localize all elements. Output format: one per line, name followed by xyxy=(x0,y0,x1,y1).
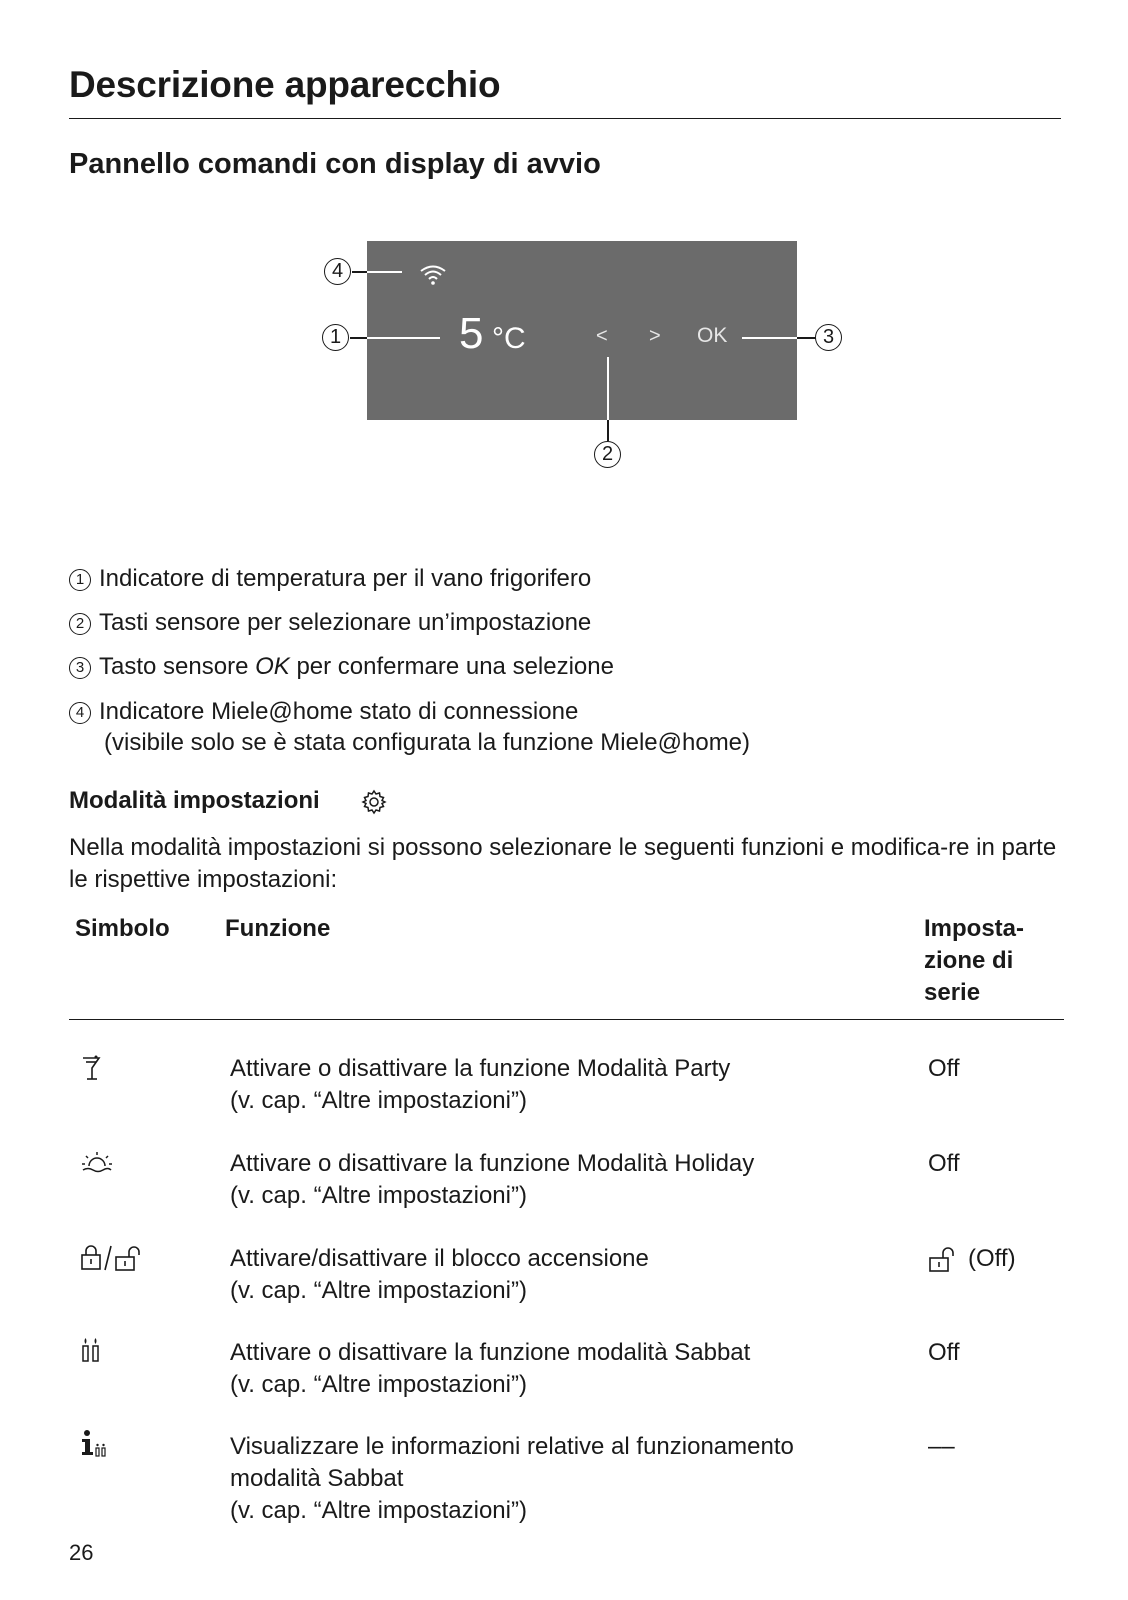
callout-4: 4 xyxy=(324,258,351,285)
party-glass-icon xyxy=(80,1055,102,1083)
unlocked-icon xyxy=(928,1246,962,1274)
callout-2: 2 xyxy=(594,441,621,468)
key-ok-button[interactable]: OK xyxy=(697,324,728,347)
legend-text: Tasto sensore xyxy=(99,653,256,680)
legend-item xyxy=(69,607,591,638)
legend-item xyxy=(69,651,614,682)
callout-3-leader-outside xyxy=(797,337,816,339)
table-divider xyxy=(69,1019,1064,1020)
callout-1-leader-outside xyxy=(350,337,367,339)
function-reference: (v. cap. “Altre impostazioni”) xyxy=(230,1371,527,1398)
function-text: Attivare o disattivare la funzione Modalità Party xyxy=(230,1055,731,1082)
temperature-unit: °C xyxy=(492,322,526,355)
column-header-function: Funzione xyxy=(225,915,331,942)
legend-number: 1 xyxy=(69,569,91,591)
legend-number: 2 xyxy=(69,613,91,635)
callout-4-leader-outside xyxy=(352,271,367,273)
gear-icon xyxy=(361,789,387,815)
function-text: Attivare o disattivare la funzione Modalità Holiday xyxy=(230,1150,755,1177)
legend-item xyxy=(69,563,591,594)
title-divider xyxy=(69,118,1061,119)
callout-2-leader xyxy=(607,357,609,420)
legend-number: 4 xyxy=(69,702,91,724)
temperature-value: 5 xyxy=(459,309,484,358)
function-reference: (v. cap. “Altre impostazioni”) xyxy=(230,1087,527,1114)
settings-mode-heading: Modalità impostazioni xyxy=(69,787,320,814)
key-left-button[interactable]: < xyxy=(596,325,608,347)
sabbath-info-icon xyxy=(80,1429,110,1459)
table-row-function xyxy=(230,1337,880,1401)
page-number: 26 xyxy=(69,1540,94,1565)
column-header-default: Imposta-zione di serie xyxy=(924,915,1025,1006)
table-row-default: Off xyxy=(928,1150,960,1177)
legend-text: Indicatore di temperatura per il vano frigorifero xyxy=(99,565,592,592)
function-text: Attivare/disattivare il blocco accensione xyxy=(230,1245,649,1272)
function-text-continued: modalità Sabbat xyxy=(230,1465,404,1492)
table-row-default: (Off) xyxy=(968,1245,1016,1272)
table-row-function xyxy=(230,1243,880,1307)
table-row-function xyxy=(230,1148,880,1212)
sabbath-candles-icon xyxy=(80,1336,102,1364)
legend-number: 3 xyxy=(69,657,91,679)
legend-item xyxy=(69,696,578,727)
settings-intro: Nella modalità impostazioni si possono selezionare le seguenti funzioni e modifica-re in parte le rispettive impostazioni: xyxy=(69,834,1057,893)
legend-subtext: (visibile solo se è stata configurata la funzione Miele@home) xyxy=(104,729,751,756)
section-title: Pannello comandi con display di avvio xyxy=(69,148,601,180)
legend-text: per confermare una selezione xyxy=(289,653,614,680)
function-reference: (v. cap. “Altre impostazioni”) xyxy=(230,1182,527,1209)
table-row-function xyxy=(230,1053,880,1117)
lock-unlock-icon xyxy=(80,1244,152,1272)
column-header-symbol: Simbolo xyxy=(75,915,170,942)
table-row-default: Off xyxy=(928,1339,960,1366)
legend-text-ok: OK xyxy=(255,653,290,680)
callout-1-leader xyxy=(367,337,440,339)
key-right-button[interactable]: > xyxy=(649,325,661,347)
callout-3-leader xyxy=(742,337,797,339)
callout-1: 1 xyxy=(322,324,349,351)
table-row-function xyxy=(230,1431,880,1527)
function-reference: (v. cap. “Altre impostazioni”) xyxy=(230,1497,527,1524)
callout-4-leader xyxy=(367,271,402,273)
callout-2-leader-outside xyxy=(607,420,609,441)
callout-3: 3 xyxy=(815,324,842,351)
function-reference: (v. cap. “Altre impostazioni”) xyxy=(230,1277,527,1304)
table-row-default: Off xyxy=(928,1055,960,1082)
legend-text: Indicatore Miele@home stato di connessione xyxy=(99,698,579,725)
function-text: Attivare o disattivare la funzione modalità Sabbat xyxy=(230,1339,751,1366)
table-row-default: –– xyxy=(928,1433,955,1460)
legend-text: Tasti sensore per selezionare un’impostazione xyxy=(99,609,592,636)
holiday-sun-icon xyxy=(80,1150,114,1176)
page-title: Descrizione apparecchio xyxy=(69,64,501,105)
wifi-icon xyxy=(418,263,448,285)
function-text: Visualizzare le informazioni relative al funzionamento xyxy=(230,1433,794,1460)
